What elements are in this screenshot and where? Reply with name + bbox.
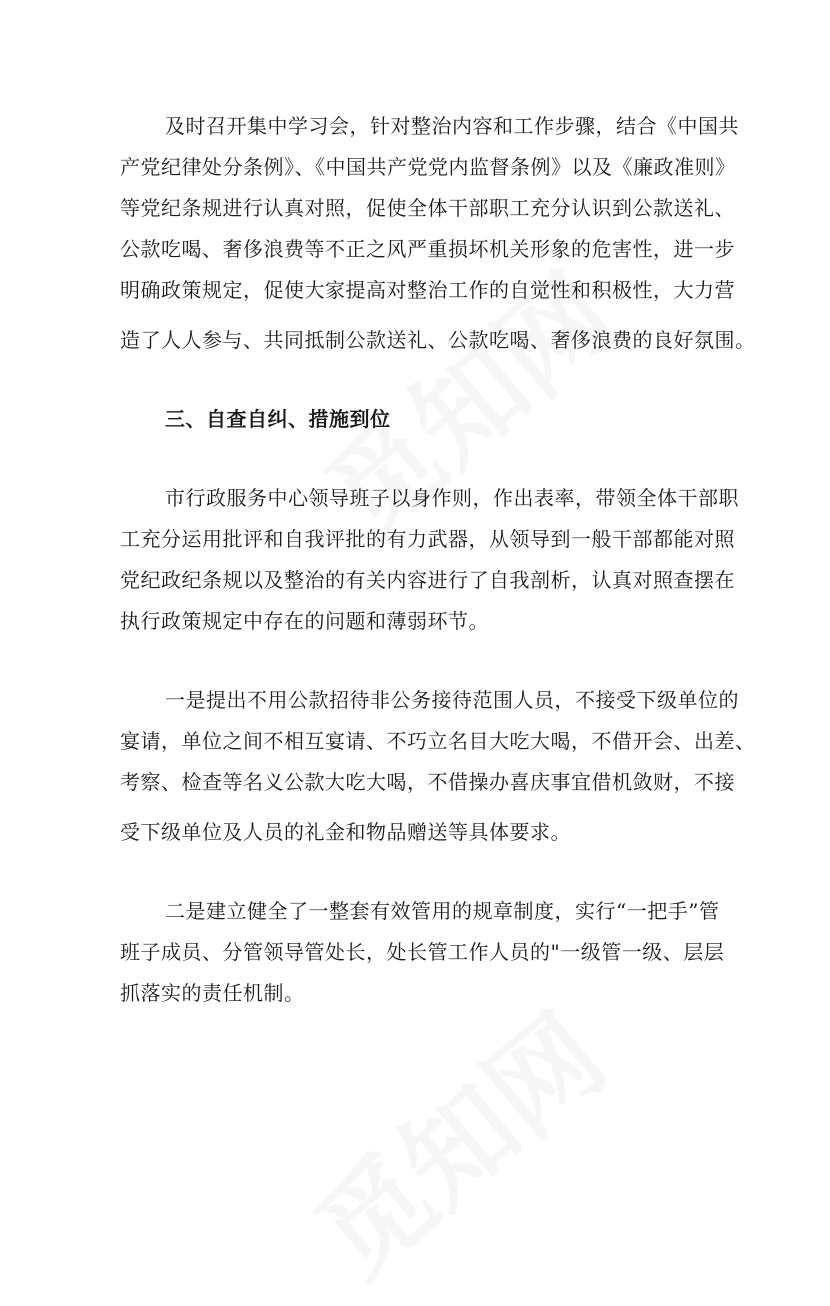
paragraph-line: 考察、检查等名义公款大吃大喝，不借操办喜庆事宜借机敛财，不接 [120, 770, 735, 794]
paragraph-line: 产党纪律处分条例》、《中国共产党党内监督条例》以及《廉政准则》 [120, 155, 736, 179]
paragraph-line: 明确政策规定，促使大家提高对整治工作的自觉性和积极性，大力营 [120, 278, 735, 302]
paragraph-line: 工充分运用批评和自我评批的有力武器，从领导到一般干部都能对照 [120, 527, 735, 551]
paragraph-line: 等党纪条规进行认真对照，促使全体干部职工充分认识到公款送礼、 [120, 196, 735, 220]
paragraph-line: 一是提出不用公款招待非公务接待范围人员，不接受下级单位的 [165, 688, 739, 712]
paragraph-line: 班子成员、分管领导管处长，处长管工作人员的"一级管一级、层层 [120, 940, 725, 964]
paragraph-line: 受下级单位及人员的礼金和物品赠送等具体要求。 [120, 820, 571, 844]
watermark [278, 972, 632, 1305]
paragraph-line: 二是建立健全了一整套有效管用的规章制度，实行“一把手”管 [165, 899, 720, 923]
paragraph-line: 造了人人参与、共同抵制公款送礼、公款吃喝、奢侈浪费的良好氛围。 [120, 328, 756, 352]
paragraph-line: 市行政服务中心领导班子以身作则，作出表率，带领全体干部职 [165, 486, 739, 510]
section-heading: 三、自查自纠、措施到位 [165, 407, 391, 431]
paragraph-line: 执行政策规定中存在的问题和薄弱环节。 [120, 609, 489, 633]
paragraph-line: 宴请，单位之间不相互宴请、不巧立名目大吃大喝，不借开会、出差、 [120, 729, 756, 753]
paragraph-line: 党纪政纪条规以及整治的有关内容进行了自我剖析，认真对照查摆在 [120, 568, 735, 592]
paragraph-line: 及时召开集中学习会，针对整治内容和工作步骤，结合《中国共 [165, 114, 739, 138]
paragraph-line: 公款吃喝、奢侈浪费等不正之风严重损坏机关形象的危害性，进一步 [120, 237, 735, 261]
paragraph-line: 抓落实的责任机制。 [120, 981, 305, 1005]
